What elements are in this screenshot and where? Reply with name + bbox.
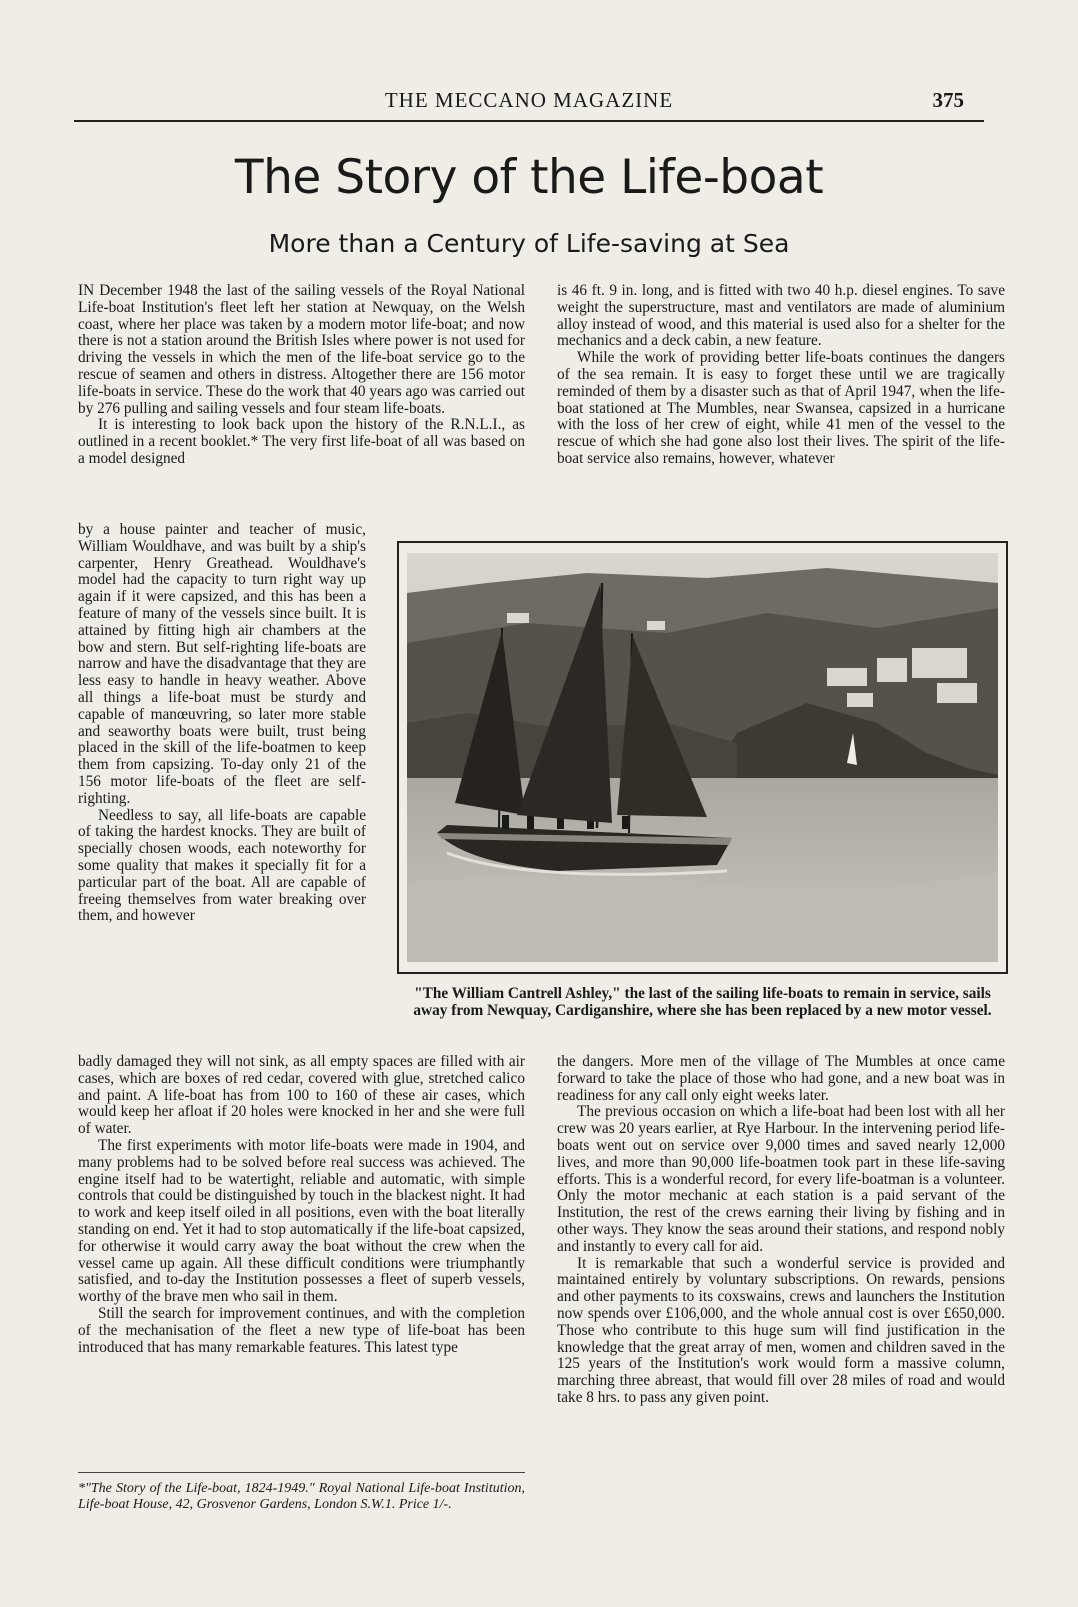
- page-number: 375: [932, 88, 964, 112]
- magazine-name: THE MECCANO MAGAZINE: [384, 88, 674, 112]
- article-title: The Story of the Life-boat: [234, 150, 824, 205]
- paragraph: While the work of providing better life-boats continues the dangers of the sea remain. It is easy to forget these until we are tragically reminded of them by a disaster such as that of April 1947, when the life-boat stationed at The Mumbles, near Swansea, capsized in a hurricane with the loss of her crew of eight, while 41 men of the vessel to the rescue of which she had gone also lost their lives. The spirit of the life-boat service also remains, however, whatever: [557, 349, 1005, 467]
- article-subtitle: More than a Century of Life-saving at Sea: [268, 229, 790, 258]
- column-1-upper: [78, 283, 525, 468]
- paragraph: Still the search for improvement continues, and with the completion of the mechanisation of the fleet a new type of life-boat has been introduced that has many remarkable features. This latest type: [78, 1304, 525, 1356]
- column-1-narrow: [78, 522, 366, 925]
- lifeboat-photo-image: [407, 553, 998, 962]
- lifeboat-photo: [397, 541, 1008, 974]
- running-header: [74, 86, 984, 122]
- paragraph: IN December 1948 the last of the sailing vessels of the Royal National Life-boat Institution's fleet left her station at Newquay, on the Welsh coast, where her place was taken by a modern motor life-boat; and now there is not a station around the British Isles where power is not used for driving the vessels in which the men of the life-boat service go to the rescue of seamen and others in distress. Altogether there are 156 motor life-boats in service. These do the work that 40 years ago was carried out by 276 pulling and sailing vessels and four steam life-boats.: [78, 282, 525, 417]
- paragraph: by a house painter and teacher of music, William Wouldhave, and was built by a ship's carpenter, Henry Greathead. Wouldhave's model had the capacity to turn right way up again if it were capsized, and this has been a feature of many of the vessels since built. It is attained by fitting high air chambers at the bow and stern. But self-righting life-boats are narrow and have the disadvantage that they are less easy to handle in heavy weather. Above all things a life-boat must be sturdy and capable of manœuvring, so later more stable and seaworthy boats were built, trust being placed in the skill of the life-boatmen to keep them from capsizing. To-day only 21 of the 156 motor life-boats of the fleet are self-righting.: [78, 521, 366, 807]
- paragraph: The first experiments with motor life-boats were made in 1904, and many problems had to be solved before real success was achieved. The engine itself had to be watertight, reliable and automatic, with simple controls that could be distinguished by touch in the blackest night. It had to work and keep itself oiled in all positions, even with the boat literally standing on end. Yet it had to stop automatically if the life-boat capsized, for otherwise it would carry away the boat without the crew when the vessel came up again. All these difficult conditions were triumphantly satisfied, and to-day the Institution possesses a fleet of superb vessels, worthy of the brave men who sail in them.: [78, 1136, 525, 1306]
- paragraph: is 46 ft. 9 in. long, and is fitted with two 40 h.p. diesel engines. To save weight the superstructure, mast and ventilators are made of aluminium alloy instead of wood, and this material is used also for a shelter for the mechanics and a deck cabin, a new feature.: [557, 282, 1005, 350]
- paragraph: It is remarkable that such a wonderful service is provided and maintained entirely by voluntary subscriptions. On rewards, pensions and other payments to its coxswains, crews and launchers the Institution now spends over £106,000, and the whole annual cost is over £650,000. Those who contribute to this huge sum will find justification in the knowledge that the great array of men, women and children saved in the 125 years of the Institution's work would form a massive column, marching three abreast, that would fill over 28 miles of road and would take 8 hrs. to pass any given point.: [557, 1254, 1005, 1406]
- paragraph: Needless to say, all life-boats are capable of taking the hardest knocks. They are built of specially chosen woods, each noteworthy for some quality that makes it specially fit for a particular part of the boat. All are capable of freeing themselves from water breaking over them, and however: [78, 806, 366, 925]
- column-2-upper: [557, 283, 1005, 468]
- footnote: *"The Story of the Life-boat, 1824-1949." Royal National Life-boat Institution, Life-boat House, 42, Grosvenor Gardens, London S.W.1. Price 1/-.: [78, 1472, 525, 1513]
- paragraph: It is interesting to look back upon the history of the R.N.L.I., as outlined in a recent booklet.* The very first life-boat of all was based on a model designed: [78, 416, 525, 467]
- column-2-lower: [557, 1054, 1005, 1407]
- column-1-lower: [78, 1054, 525, 1356]
- photo-caption: "The William Cantrell Ashley," the last of the sailing life-boats to remain in service, sails away from Newquay, Cardiganshire, where she has been replaced by a new motor vessel.: [413, 985, 992, 1019]
- paragraph: The previous occasion on which a life-boat had been lost with all her crew was 20 years earlier, at Rye Harbour. In the intervening period life-boats went out on service over 9,000 times and saved nearly 12,000 lives, and more than 90,000 life-boatmen took part in these life-saving efforts. This is a wonderful record, for every life-boatman is a volunteer. Only the motor mechanic at each station is a paid servant of the Institution, the rest of the crews earning their living by fishing and in other ways. They know the seas around their stations, and respond nobly and instantly to every call for aid.: [557, 1103, 1005, 1255]
- paragraph: badly damaged they will not sink, as all empty spaces are filled with air cases, which are boxes of red cedar, covered with glue, stretched calico and paint. A life-boat has from 100 to 160 of these air cases, which would keep her afloat if 20 holes were knocked in her and she were full of water.: [78, 1053, 525, 1138]
- paragraph: the dangers. More men of the village of The Mumbles at once came forward to take the place of those who had gone, and a new boat was in readiness for any call only eight weeks later.: [557, 1053, 1005, 1104]
